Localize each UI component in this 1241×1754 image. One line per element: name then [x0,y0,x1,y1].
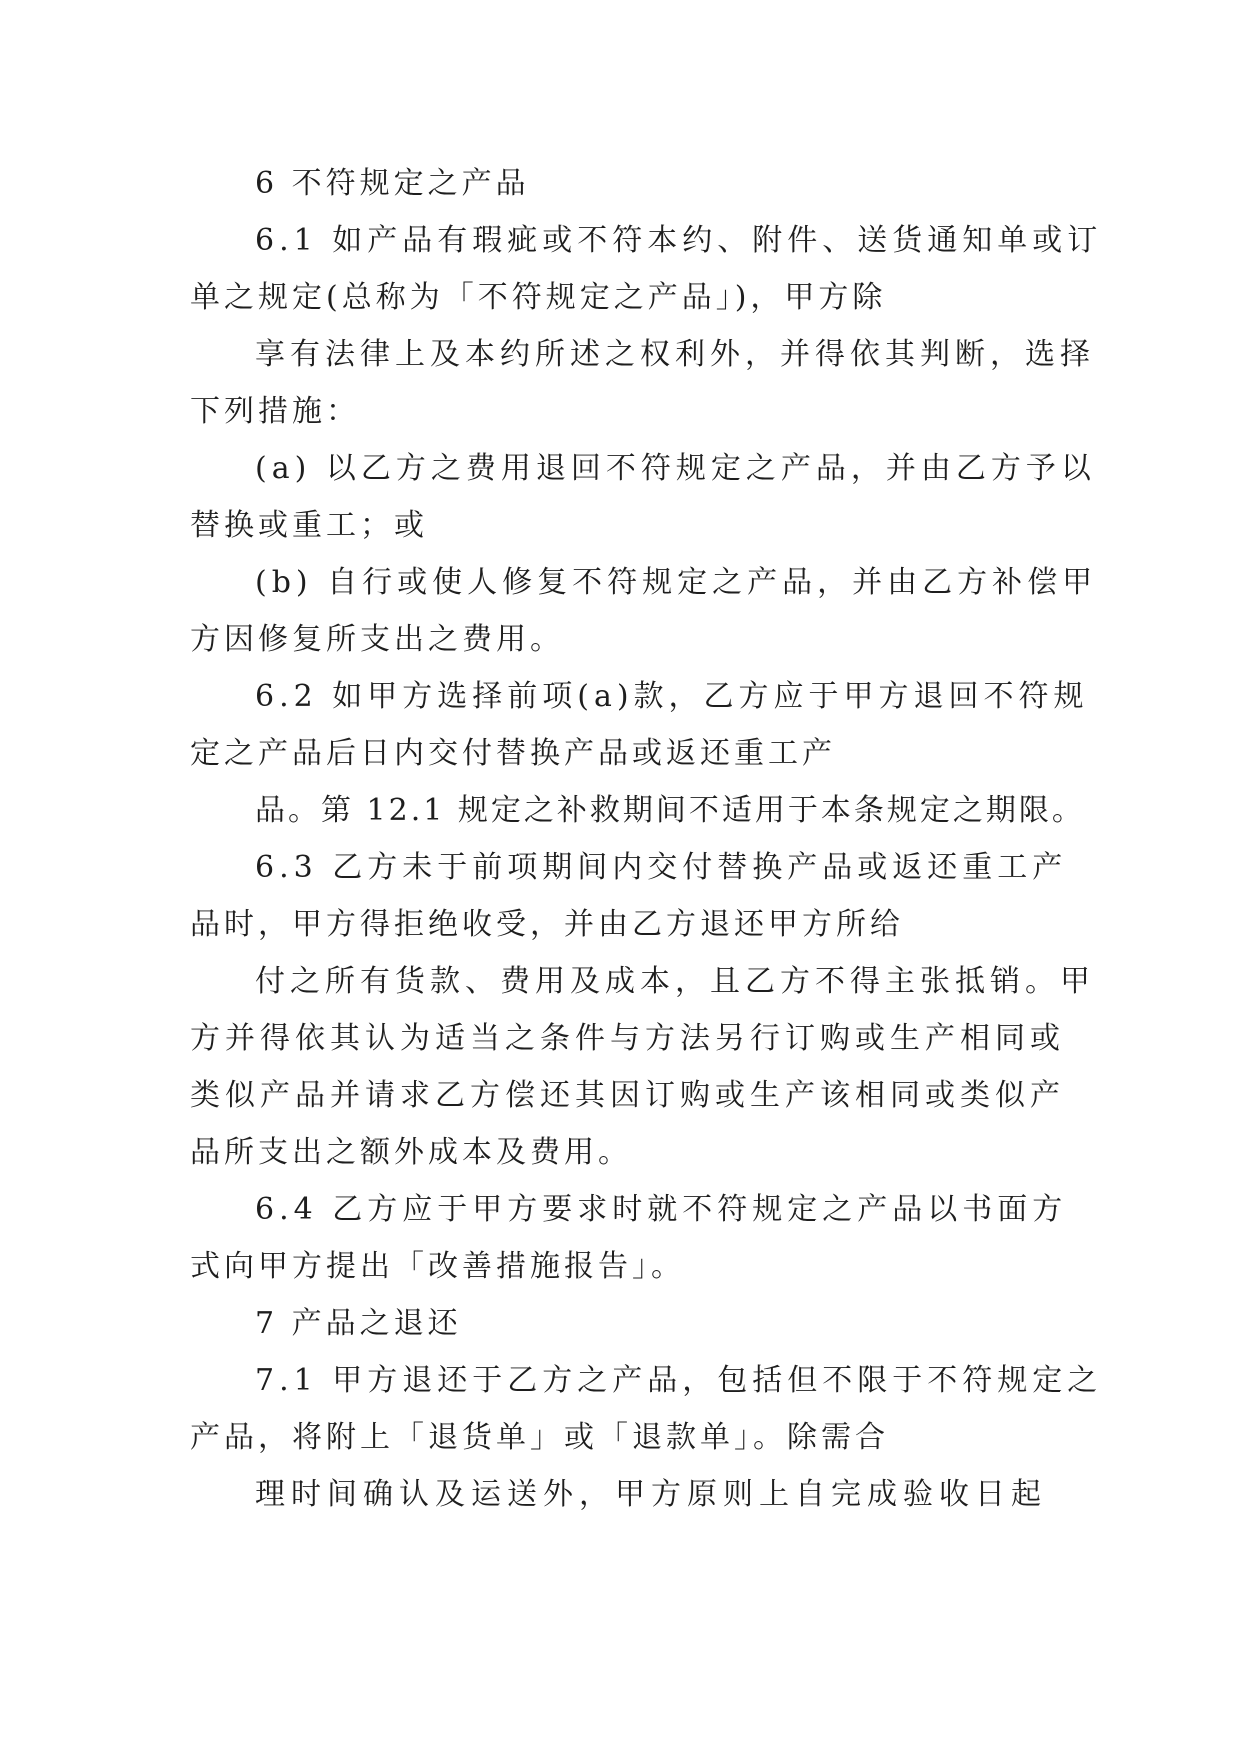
clause-7-1-line: 产品，将附上「退货单」或「退款单」。除需合 [190,1420,889,1455]
clause-6-1-b-line: 方因修复所支出之费用。 [190,622,564,657]
clause-6-1-line: 下列措施： [190,394,360,429]
section-heading-6: 6 不符规定之产品 [255,166,530,201]
section-heading-7: 7 产品之退还 [255,1306,462,1341]
clause-6-3-line: 类似产品并请求乙方偿还其因订购或生产该相同或类似产 [190,1078,1065,1113]
clause-6-1-a-line: (a) 以乙方之费用退回不符规定之产品，并由乙方予以 [255,451,1096,486]
clause-6-3-line: 品时，甲方得拒绝收受，并由乙方退还甲方所给 [190,907,904,942]
clause-6-1-line: 单之规定(总称为「不符规定之产品」)，甲方除 [190,280,887,315]
clause-6-1-line: 6.1 如产品有瑕疵或不符本约、附件、送货通知单或订 [255,223,1103,258]
clause-7-1-line: 7.1 甲方退还于乙方之产品，包括但不限于不符规定之 [255,1363,1103,1398]
clause-6-4-line: 6.4 乙方应于甲方要求时就不符规定之产品以书面方 [255,1192,1068,1227]
clause-6-4-line: 式向甲方提出「改善措施报告」。 [190,1249,685,1284]
clause-6-1-line: 享有法律上及本约所述之权利外，并得依其判断，选择 [255,337,1095,372]
clause-7-1-line: 理时间确认及运送外，甲方原则上自完成验收日起 [255,1477,1047,1512]
clause-6-1-a-line: 替换或重工；或 [190,508,428,543]
clause-6-2-line: 定之产品后日内交付替换产品或返还重工产 [190,736,836,771]
clause-6-3-line: 6.3 乙方未于前项期间内交付替换产品或返还重工产 [255,850,1068,885]
clause-6-3-line: 品所支出之额外成本及费用。 [190,1135,632,1170]
clause-6-3-line: 方并得依其认为适当之条件与方法另行订购或生产相同或 [190,1021,1065,1056]
clause-6-2-line: 品。第 12.1 规定之补救期间不适用于本条规定之期限。 [255,793,1085,828]
clause-6-3-line: 付之所有货款、费用及成本，且乙方不得主张抵销。甲 [255,964,1095,999]
clause-6-1-b-line: (b) 自行或使人修复不符规定之产品，并由乙方补偿甲 [255,565,1098,600]
clause-6-2-line: 6.2 如甲方选择前项(a)款，乙方应于甲方退回不符规 [255,679,1089,714]
